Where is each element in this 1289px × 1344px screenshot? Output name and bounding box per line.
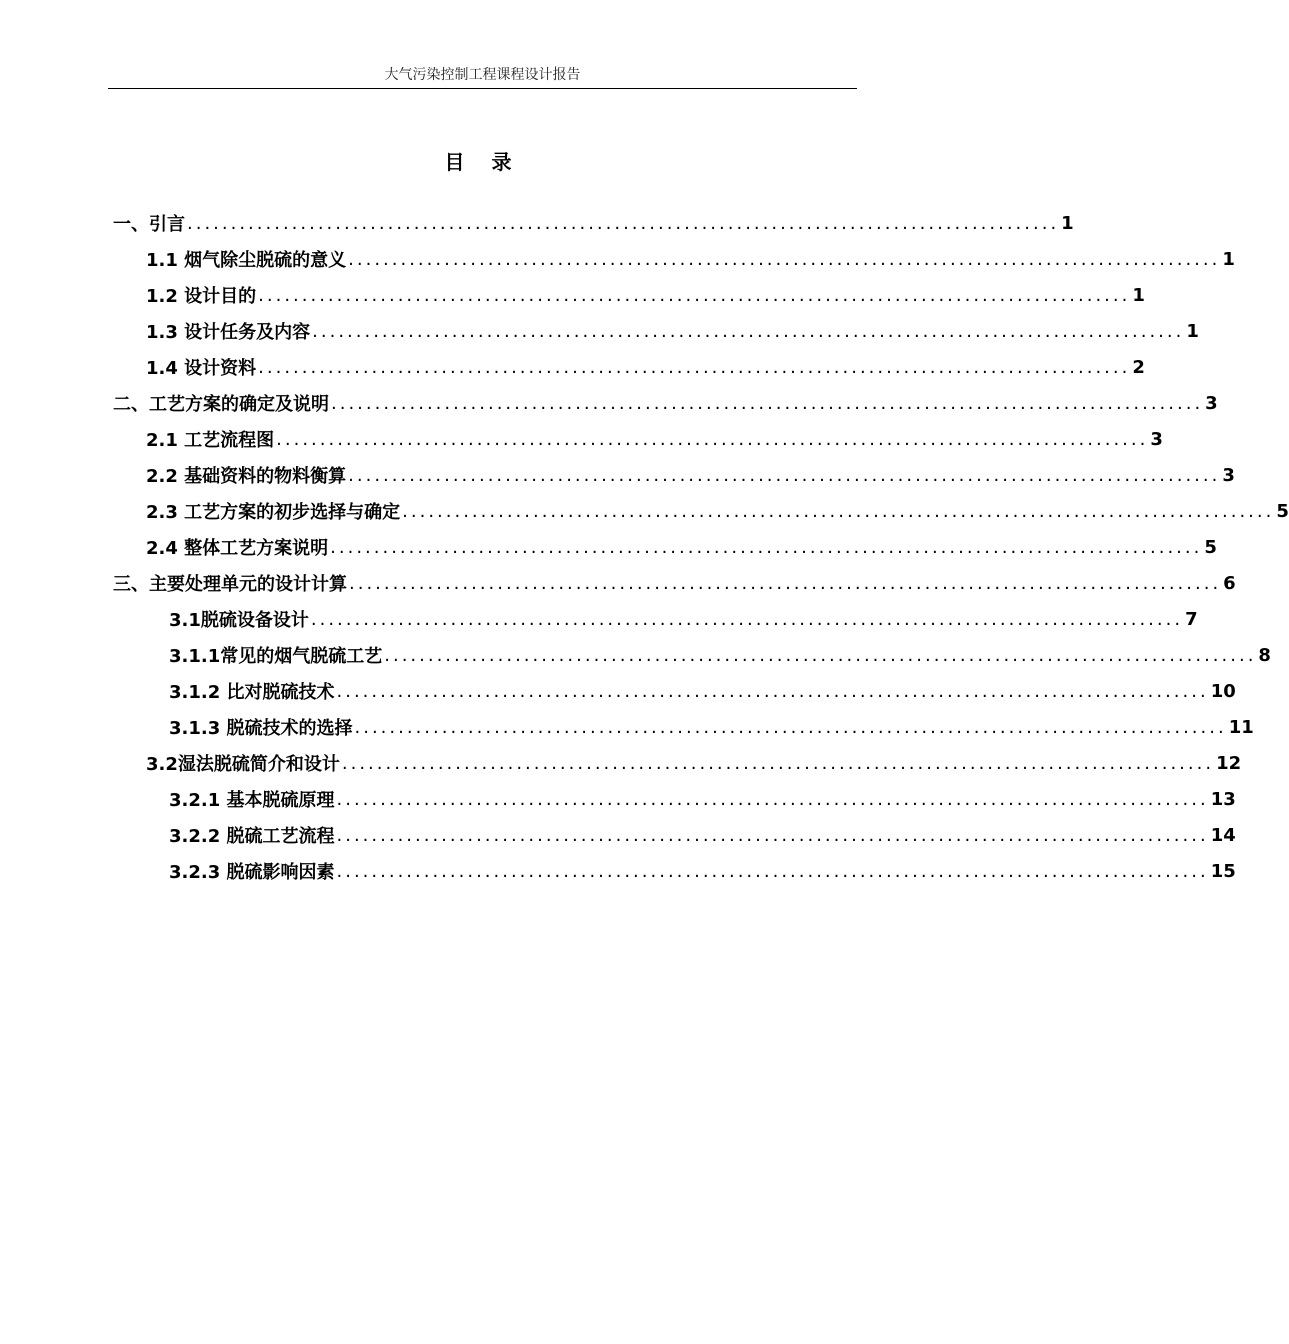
dot-leader: .................................................................................................... bbox=[310, 608, 1184, 630]
toc-entry[interactable] bbox=[169, 817, 1236, 853]
dot-leader: .................................................................................................... bbox=[402, 500, 1275, 522]
toc-entry-page: 3 bbox=[1150, 428, 1163, 450]
dot-leader: .................................................................................................... bbox=[354, 716, 1227, 738]
toc-entry[interactable] bbox=[169, 781, 1236, 817]
header-divider bbox=[108, 88, 857, 89]
toc-entry[interactable] bbox=[169, 601, 1198, 637]
toc-entry-label: 2.2 基础资料的物料衡算 bbox=[146, 466, 347, 487]
toc-entry-label: 1.1 烟气除尘脱硫的意义 bbox=[146, 250, 347, 271]
dot-leader: .................................................................................................... bbox=[336, 824, 1209, 846]
toc-entry-page: 1 bbox=[1222, 248, 1235, 270]
toc-entry[interactable] bbox=[169, 673, 1236, 709]
toc-entry-page: 3 bbox=[1222, 464, 1235, 486]
dot-leader: .................................................................................................... bbox=[348, 248, 1221, 270]
toc-entry-page: 2 bbox=[1132, 356, 1145, 378]
dot-leader: .................................................................................................... bbox=[336, 680, 1209, 702]
toc-entry-page: 3 bbox=[1205, 392, 1218, 414]
toc-entry[interactable] bbox=[146, 349, 1145, 385]
dot-leader: .................................................................................................... bbox=[336, 860, 1209, 882]
toc-entry-page: 1 bbox=[1061, 212, 1074, 234]
toc-entry[interactable] bbox=[146, 745, 1242, 781]
dot-leader: .................................................................................................... bbox=[384, 644, 1257, 666]
toc-entry[interactable] bbox=[169, 709, 1254, 745]
dot-leader: .................................................................................................... bbox=[336, 788, 1209, 810]
toc-entry[interactable] bbox=[146, 421, 1163, 457]
toc-entry[interactable] bbox=[146, 493, 1289, 529]
toc-entry-page: 13 bbox=[1210, 788, 1236, 810]
toc-entry-label: 3.1.3 脱硫技术的选择 bbox=[169, 718, 353, 739]
toc-entry[interactable] bbox=[146, 313, 1199, 349]
toc-entry-page: 12 bbox=[1216, 752, 1242, 774]
toc-entry-label: 三、主要处理单元的设计计算 bbox=[113, 574, 347, 595]
toc-entry-label: 3.2.3 脱硫影响因素 bbox=[169, 862, 335, 883]
toc-entry[interactable] bbox=[146, 277, 1145, 313]
dot-leader: .................................................................................................... bbox=[258, 356, 1131, 378]
dot-leader: .................................................................................................... bbox=[341, 752, 1215, 774]
toc-entry-label: 1.4 设计资料 bbox=[146, 358, 257, 379]
dot-leader: .................................................................................................... bbox=[312, 320, 1185, 342]
toc-entry-label: 2.4 整体工艺方案说明 bbox=[146, 538, 329, 559]
dot-leader: .................................................................................................... bbox=[330, 536, 1203, 558]
toc-entry-page: 1 bbox=[1132, 284, 1145, 306]
toc-entry[interactable] bbox=[146, 241, 1235, 277]
toc-entry-label: 3.1脱硫设备设计 bbox=[169, 610, 309, 631]
toc-entry-page: 14 bbox=[1210, 824, 1236, 846]
dot-leader: .................................................................................................... bbox=[187, 212, 1060, 234]
toc-entry-page: 1 bbox=[1186, 320, 1199, 342]
page-header-title: 大气污染控制工程课程设计报告 bbox=[384, 67, 581, 83]
toc-entry-label: 1.2 设计目的 bbox=[146, 286, 257, 307]
toc-entry-page: 5 bbox=[1204, 536, 1217, 558]
toc-entry-label: 2.3 工艺方案的初步选择与确定 bbox=[146, 502, 401, 523]
toc-entry-page: 10 bbox=[1210, 680, 1236, 702]
toc-entry-label: 2.1 工艺流程图 bbox=[146, 430, 275, 451]
toc-entry[interactable] bbox=[169, 853, 1236, 889]
dot-leader: .................................................................................................... bbox=[348, 464, 1221, 486]
dot-leader: .................................................................................................... bbox=[349, 572, 1222, 594]
toc-entry[interactable] bbox=[146, 457, 1235, 493]
toc-entry[interactable] bbox=[169, 637, 1271, 673]
dot-leader: .................................................................................................... bbox=[258, 284, 1131, 306]
toc-entry[interactable] bbox=[113, 205, 1074, 241]
toc-entry[interactable] bbox=[146, 529, 1217, 565]
toc-entry-label: 一、引言 bbox=[113, 214, 185, 235]
toc-entry-label: 3.1.1常见的烟气脱硫工艺 bbox=[169, 646, 383, 667]
toc-entry-page: 5 bbox=[1276, 500, 1289, 522]
toc-title: 目 录 bbox=[444, 150, 522, 174]
toc-entry[interactable] bbox=[113, 565, 1236, 601]
toc-entry-label: 1.3 设计任务及内容 bbox=[146, 322, 311, 343]
toc-entry-page: 8 bbox=[1258, 644, 1271, 666]
toc-entry-label: 3.2.1 基本脱硫原理 bbox=[169, 790, 335, 811]
dot-leader: .................................................................................................... bbox=[276, 428, 1149, 450]
toc-entry[interactable] bbox=[113, 385, 1218, 421]
toc-entry-label: 3.2湿法脱硫简介和设计 bbox=[146, 754, 340, 775]
toc-entry-label: 3.1.2 比对脱硫技术 bbox=[169, 682, 335, 703]
toc-entry-page: 7 bbox=[1185, 608, 1198, 630]
toc-entry-label: 二、工艺方案的确定及说明 bbox=[113, 394, 329, 415]
toc-entry-page: 11 bbox=[1228, 716, 1254, 738]
toc-entry-page: 6 bbox=[1223, 572, 1236, 594]
toc-entry-label: 3.2.2 脱硫工艺流程 bbox=[169, 826, 335, 847]
dot-leader: .................................................................................................... bbox=[331, 392, 1204, 414]
toc-entry-page: 15 bbox=[1210, 860, 1236, 882]
